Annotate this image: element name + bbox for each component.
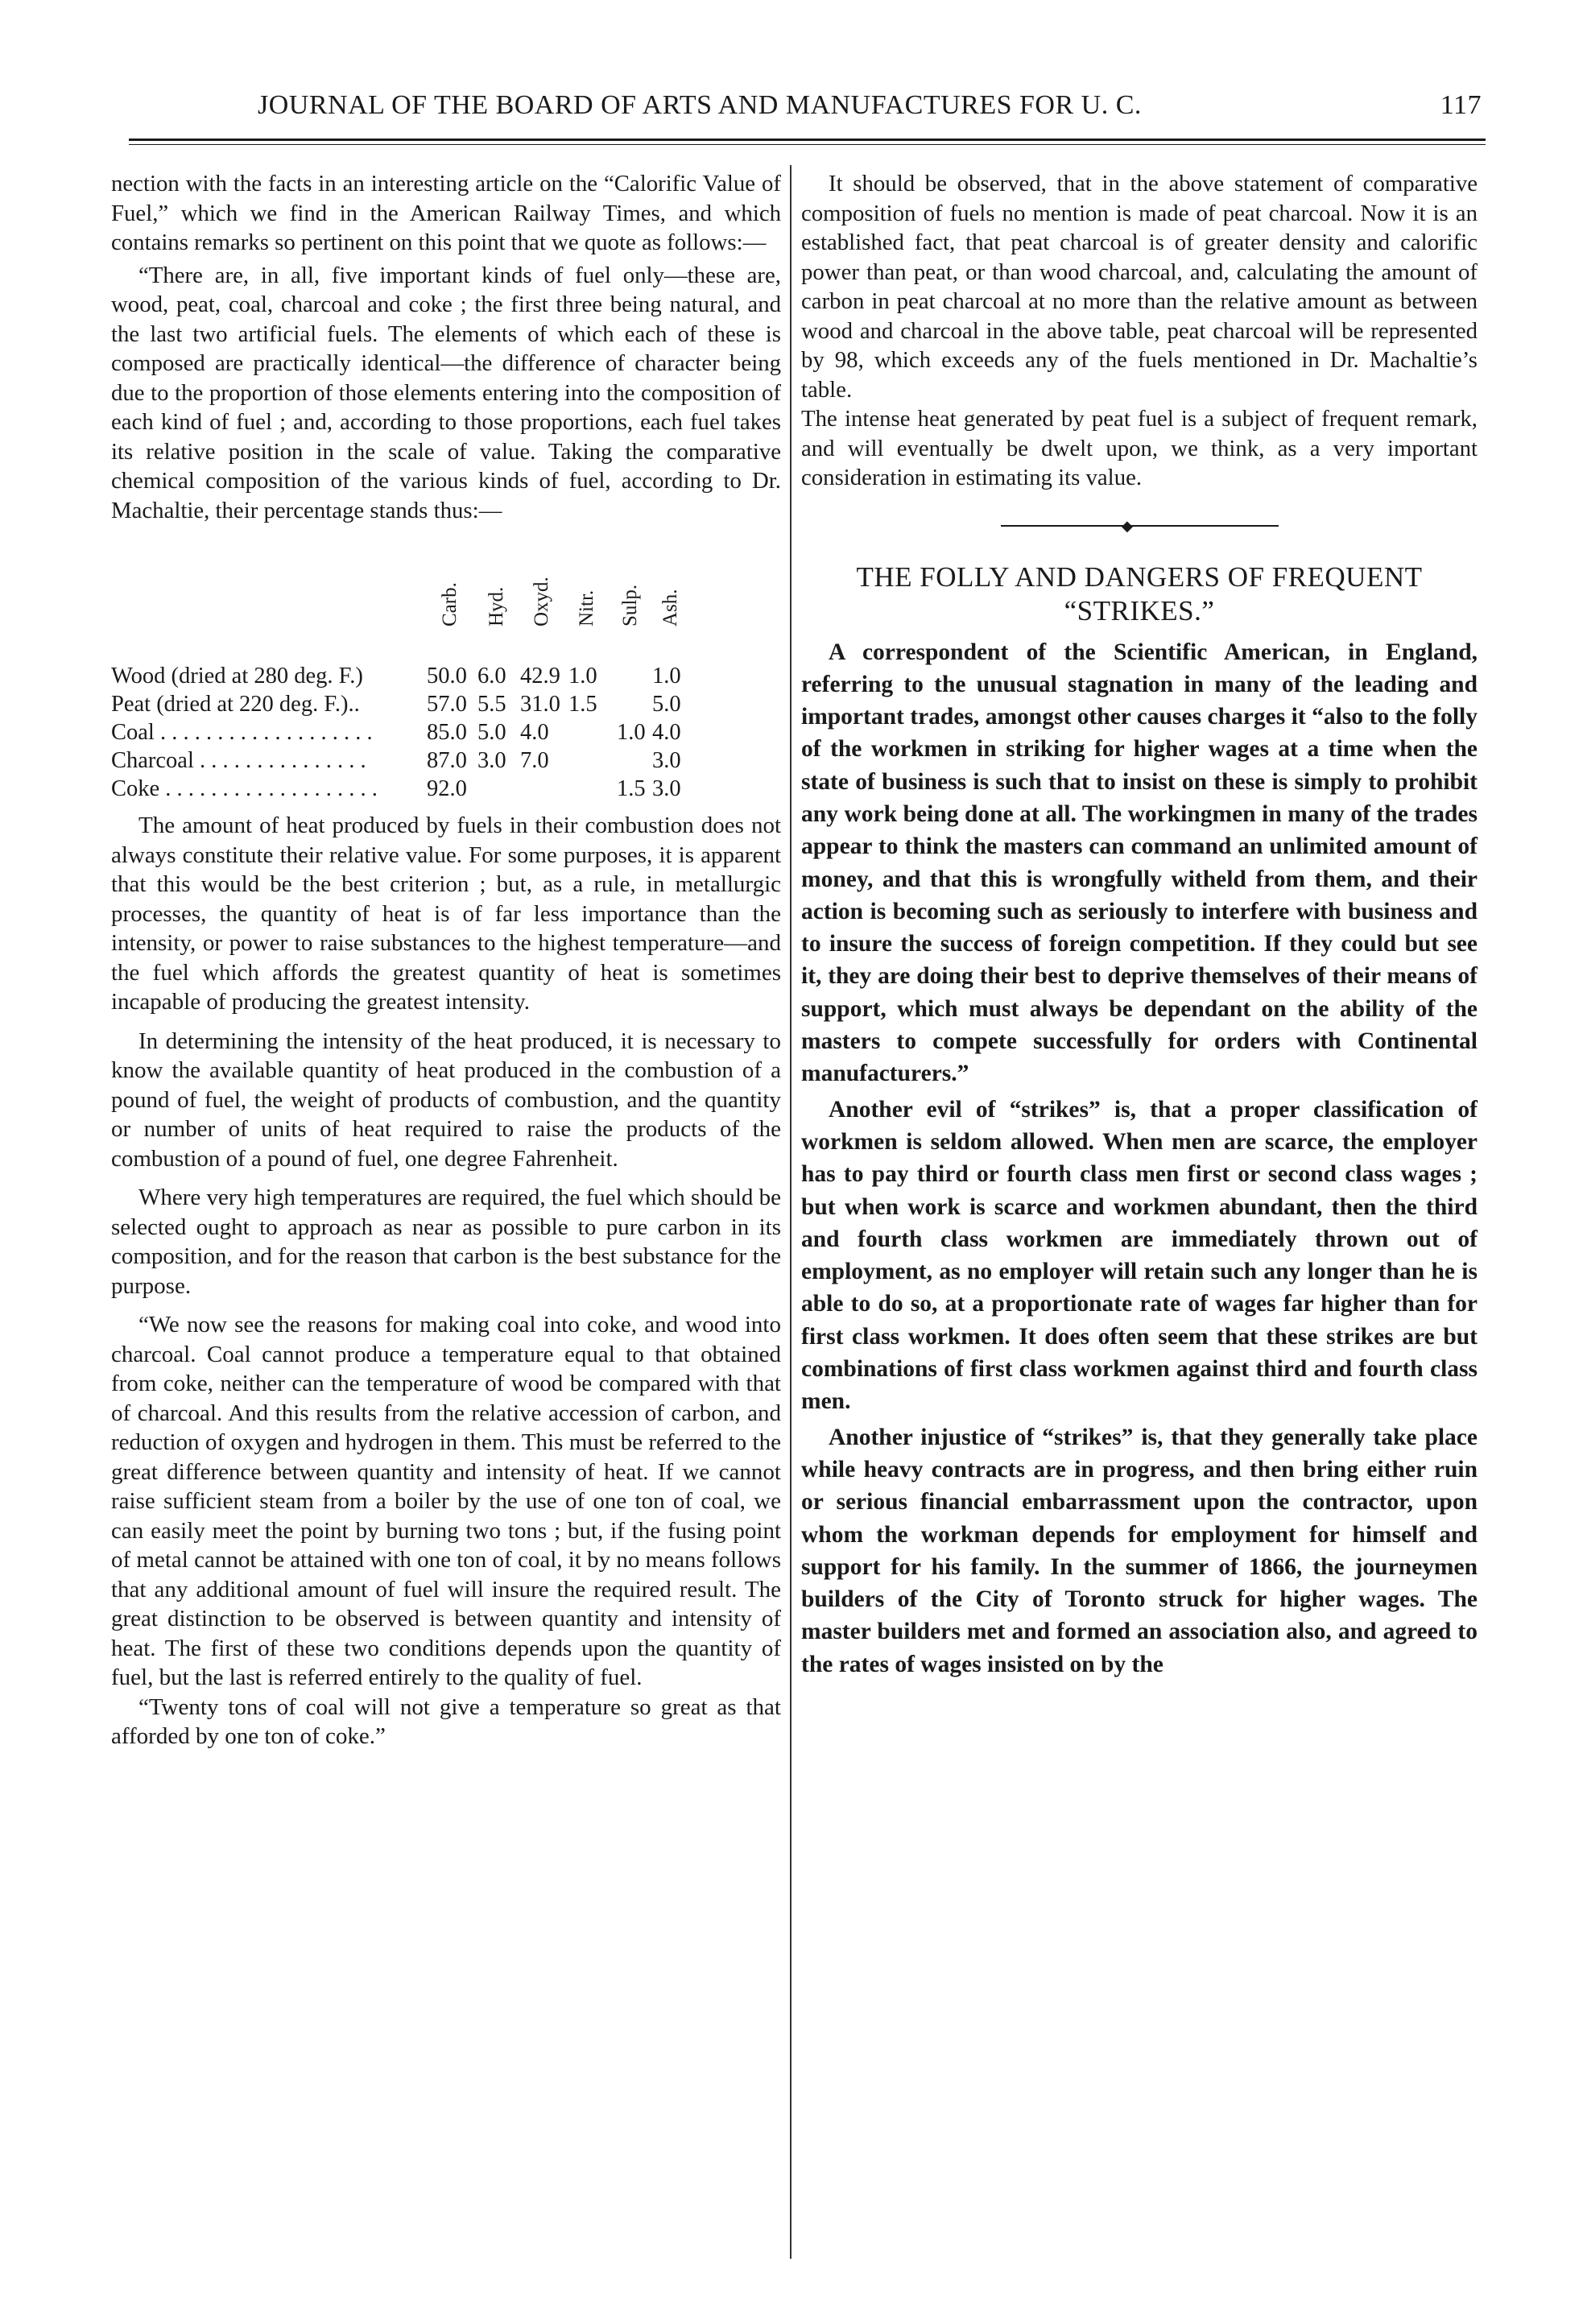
- quote-paragraph: “There are, in all, five important kinds of fuel only—these are, wood, peat, coal, charcoal and coke ; the first three being natural, and the last two artificial fuels. The elements of which each of these is composed are practically identical—the difference of character being due to the proportion of those elements entering into the composition of each kind of fuel ; and, according to those proportions, each fuel takes its relative position in the scale of value. Taking the comparative chemical composition of the various kinds of fuel, according to Dr. Machaltie, their percentage stands thus:—: [111, 262, 781, 523]
- paragraph-determining: In determining the intensity of the heat produced, it is necessary to know the available quantity of heat produced in the combustion of a pound of fuel, the weight of products of combustion, and the quantity or number of units of heat required to raise the products of the combustion of a pound of fuel, one degree Fahrenheit.: [111, 1028, 781, 1172]
- table-header: Nitr.: [576, 589, 597, 626]
- running-header: [121, 90, 1482, 139]
- row-label: Coal . . . . . . . . . . . . . . . . . . .: [111, 720, 373, 745]
- cell-oxyd: 7.0: [520, 748, 549, 773]
- table-row: [111, 718, 781, 746]
- left-column: [111, 169, 781, 1751]
- table-row: [111, 662, 781, 690]
- paragraph-twenty-tons: “Twenty tons of coal will not give a temperature so great as that afforded by one ton of coke.”: [111, 1693, 781, 1749]
- table-header: Hyd.: [486, 586, 507, 626]
- paragraph-correspondent: A correspondent of the Scientific American, in England, referring to the unusual stagnation in many of the leading and important trades, amongst other causes charges it “also to the folly of the workmen in striking for higher wages at a time when the state of business is such that to insist on these is simply to prohibit any work being done at all. The workingmen in many of the trades appear to think the masters can command an unlimited amount of money, and that this is wrongfully witheld from them, and their action is becoming such as seriously to interfere with business and to insure the success of foreign competition. If they could but see it, they are doing their best to deprive themselves of their means of support, which must always be dependant on the ability of the masters to compete successfully for orders with Continental manufacturers.”: [801, 639, 1478, 1087]
- article-title-line2: “STRIKES.”: [1064, 594, 1215, 626]
- paragraph-another-evil: Another evil of “strikes” is, that a proper classification of workmen is seldom allowed. When men are scarce, the employer has to pay third or fourth class men first or second class wages ; but when work is scarce and workmen abundant, then the third and fourth class workmen are immediately thrown out of employment, as no employer will retain such any longer than he is able to do so, at a proportionate rate of wages far higher than for first class workmen. It does often seem that these strikes are but combinations of first class workmen against third and fourth class men.: [801, 1096, 1478, 1415]
- cell-ash: 3.0: [652, 776, 681, 801]
- paragraph-observed: It should be observed, that in the above statement of comparative composition of fuels no mention is made of peat charcoal. Now it is an established fact, that peat charcoal is of greater density and calorific power than peat, or than wood charcoal, and, calculating the amount of carbon in peat charcoal at no more than the relative amount as between wood and charcoal in the above table, peat charcoal will be represented by 98, which exceeds any of the fuels mentioned in Dr. Machaltie’s table.: [801, 171, 1478, 403]
- cell-oxyd: 4.0: [520, 720, 549, 745]
- table-header: Carb.: [439, 582, 461, 626]
- header-rule-thin: [129, 144, 1486, 145]
- cell-nitr: 1.5: [568, 692, 597, 717]
- diamond-icon: ◆: [1122, 517, 1133, 534]
- table-row: [111, 690, 781, 718]
- ornament-rule: [1001, 525, 1279, 527]
- table-header: Ash.: [659, 589, 681, 626]
- paragraph-we-now: “We now see the reasons for making coal into coke, and wood into charcoal. Coal cannot produce a temperature equal to that obtained from coke, neither can the temperature of wood be compared with that of charcoal. And this results from the relative accession of carbon, and reduction of oxygen and hydrogen in them. This must be referred to the great difference between quantity and intensity of heat. If we cannot raise sufficient steam from a boiler by the use of one ton of coal, we can easily meet the point by burning two tons ; but, if the fusing point of metal cannot be attained with one ton of coal, it by no means follows that any additional amount of fuel will insure the required result. The great distinction to be observed is between quantity and intensity of heat. The first of these two conditions depends upon the quantity of fuel, but the last is referred entirely to the quality of fuel.: [111, 1312, 781, 1690]
- cell-ash: 4.0: [652, 720, 681, 745]
- right-column: [801, 169, 1478, 1681]
- intro-paragraph: nection with the facts in an interesting article on the “Calorific Value of Fuel,” which we find in the American Railway Times, and which contains remarks so pertinent on this point that we quote as follows:—: [111, 171, 781, 255]
- row-label: Wood (dried at 280 deg. F.): [111, 664, 363, 689]
- table-header: Sulp.: [619, 584, 641, 626]
- cell-hyd: 5.5: [477, 692, 506, 717]
- paragraph-injustice: Another injustice of “strikes” is, that they generally take place while heavy contracts are in progress, and then bring either ruin or serious financial embarrassment upon the contractor, upon whom the workman depends for employment for himself and support for his family. In the summer of 1866, the journeymen builders of the City of Toronto struck for higher wages. The master builders met and formed an association also, and agreed to the rates of wages insisted on by the: [801, 1424, 1478, 1677]
- article-title-line1: THE FOLLY AND DANGERS OF FREQUENT: [856, 560, 1423, 593]
- cell-ash: 1.0: [652, 664, 681, 689]
- cell-hyd: 3.0: [477, 748, 506, 773]
- cell-carb: 92.0: [427, 776, 467, 801]
- row-label: Charcoal . . . . . . . . . . . . . . .: [111, 748, 366, 773]
- fuel-composition-table: [111, 531, 781, 673]
- cell-ash: 3.0: [652, 748, 681, 773]
- paragraph-amount: The amount of heat produced by fuels in their combustion does not always constitute their relative value. For some purposes, it is apparent that this would be the best criterion ; but, as a rule, in metallurgic processes, the quantity of heat is of far less importance than the intensity, or power to raise substances to the highest temperature—and the fuel which affords the greatest quantity of heat is sometimes incapable of producing the greatest intensity.: [111, 813, 781, 1015]
- cell-carb: 85.0: [427, 720, 467, 745]
- header-rule: [129, 139, 1486, 141]
- table-row: [111, 746, 781, 775]
- cell-hyd: 5.0: [477, 720, 506, 745]
- cell-carb: 50.0: [427, 664, 467, 689]
- section-ornament: [801, 511, 1478, 543]
- journal-title: JOURNAL OF THE BOARD OF ARTS AND MANUFACTURES FOR U. C.: [258, 90, 1142, 120]
- table-body: [111, 662, 781, 803]
- cell-carb: 57.0: [427, 692, 467, 717]
- table-header: Oxyd.: [531, 577, 552, 626]
- cell-sulp: 1.0: [617, 720, 646, 745]
- cell-hyd: 6.0: [477, 664, 506, 689]
- page-number: 117: [1440, 90, 1482, 120]
- cell-oxyd: 42.9: [520, 664, 560, 689]
- row-label: Peat (dried at 220 deg. F.)..: [111, 692, 360, 717]
- cell-carb: 87.0: [427, 748, 467, 773]
- paragraph-where: Where very high temperatures are required, the fuel which should be selected ought to approach as near as possible to pure carbon in its composition, and for the reason that carbon is the best substance for the purpose.: [111, 1185, 781, 1299]
- column-divider: [790, 165, 792, 2259]
- cell-sulp: 1.5: [617, 776, 646, 801]
- cell-ash: 5.0: [652, 692, 681, 717]
- paragraph-intense: The intense heat generated by peat fuel is a subject of frequent remark, and will eventually be dwelt upon, we think, as a very important consideration in estimating its value.: [801, 406, 1478, 490]
- article-heading: [801, 560, 1478, 628]
- row-label: Coke . . . . . . . . . . . . . . . . . . .: [111, 776, 378, 801]
- table-row: [111, 775, 781, 803]
- cell-nitr: 1.0: [568, 664, 597, 689]
- cell-oxyd: 31.0: [520, 692, 560, 717]
